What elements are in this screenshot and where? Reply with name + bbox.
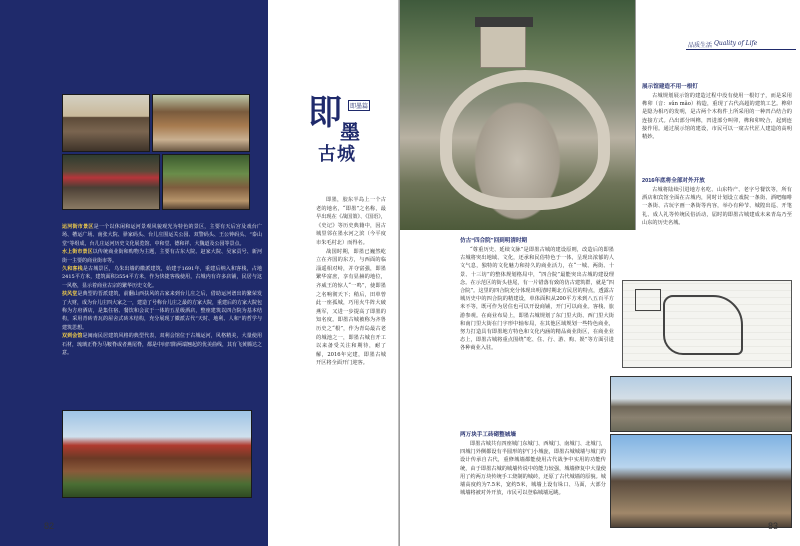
- section-heading: 展示馆建造不用一根钉: [642, 84, 698, 90]
- navy-paragraph: [62, 265, 262, 290]
- title-gucheng: 古城: [318, 144, 356, 165]
- section-paragraph: “尊重历史、延续文脉”是即墨古城的建设原则，改造后的即墨古城将突出地域、文化，还承和民俗特色于一体，呈现出浓郁的人文气息，独特的文化魅力和持久的商业活力，在“一城、两街、十景、十三坊”的整体规划格局中，“四合院”最能突出古城的建设理念。在示范区的街头巷尾，有一片错落有致的仿古建筑群，就是“四合院”。这里的四合院充分体现出明清时期北方民居的特点，透露古城历史中的四合院的精建设，单体面积从200平方米到八五百平方米不等，既可作为居住也可以开设商铺，开门可以商业。客栈、旅游参观。在商业布局上，即墨古城规划了东门里大街、西门里大街和南门里大街在门字形中轴布局，在其他区域规划一些特色商业，努力打造具有即墨地方特色和文化内涵的精品商业街区，在商业业态上，即墨古城将重点围绕“吃、住、行、游、购、娱”等方面引进各种商业入驻。: [460, 247, 614, 352]
- section-paragraph: 古城规划展示馆的建造过程中没有使用一根钉子，而是采用榫卯（音：sǔn mǎo）构造，重现了古代高超的建筑工艺。榫卯是隐为相巧的发明，是古两个木构件上所采用的一种凹凸结合的连接方式。凸出部分叫榫，凹进部分叫卯，榫和卯咬合，起到连接作用。通过展示馆的建设，市民可以一窥古代匠人建造的高明精妙。: [642, 93, 792, 141]
- section-paragraph: 古城将陆续引进地方名吃、山东特产、老字号餐饮等，所有酒店和宾馆全面在古城内，同时计划设立戏院一条街、酒吧咖啡一条街、古玩字画一条街等内容，举办有种节、城隍出巡、开笔礼、成人礼等传统民俗活动，届时的即墨古城建成未来青岛乃至山东的历史名城。: [642, 187, 792, 226]
- page-number-right: 83: [768, 521, 779, 531]
- title-tag: 即墨篇: [348, 100, 370, 111]
- header-rule: [686, 49, 796, 50]
- section-text: [460, 246, 614, 353]
- photo-old-street: [610, 434, 792, 528]
- map-outline-shape: [663, 295, 743, 355]
- paragraph-lead: 水上街市景区: [62, 249, 93, 256]
- title-mo: 墨: [340, 120, 360, 144]
- paragraph-lead: 扶风堂: [62, 291, 78, 298]
- paragraph-text: 是典型的晋派建筑，前翻山西扶风的古家来到台儿庄之后，借助运河谱出的繁荣发了大财，成为台儿庄四大家之一，建造了号称台儿庄之最的方家大院，重建后的方家大院包称为方府酒店，是集住宿、餐饮和会议于一体的五星级酒店，整座建筑以四合院为基本结构，采用青砖青瓦的屋舍式砖木结构，充分展现了徽派古代“天时、地利、人和”的哲学与建筑思想。: [62, 291, 263, 331]
- navy-column-text: [62, 223, 262, 358]
- page-number-left: 82: [44, 521, 55, 531]
- photo-lanterns: [62, 154, 160, 210]
- intro-paragraph: 战国时期，即墨已巍然屹立在齐国的东方，与西面的临淄遥相对峙，并夺富强，即墨繁华富庶，享有显赫的地位，齐威王的惊人“一鸣”，使即墨之名响彻天下；稍后，田单曾此一座孤城，巧用火牛阵大破燕军，又进一步提高了即墨的知名度。即墨古城被称为齐鲁历史之“根”，作为青岛最古老的城池之一，即墨古城自开工以来备受关注和期待，耐了解，2016年完建，即墨古城开区将全面开门迎客。: [316, 248, 386, 367]
- right-page: [400, 0, 800, 546]
- paragraph-lead: 双到会馆: [62, 333, 83, 340]
- navy-paragraph: [62, 248, 262, 265]
- article-title: [308, 93, 372, 174]
- city-plan-map: [622, 280, 792, 368]
- navy-paragraph: [62, 223, 262, 248]
- photo-temple-gate: [62, 410, 252, 498]
- section-heading: 仿古“四合院”回到明清时期: [460, 238, 528, 244]
- paragraph-lead: 运河街市景区: [62, 224, 94, 230]
- photo-courtyard: [62, 94, 150, 152]
- photo-building: [152, 94, 250, 152]
- section-heading: 2016年底将全部对外开放: [642, 178, 705, 184]
- navy-paragraph: [62, 290, 262, 332]
- title-ji: 即: [308, 93, 342, 133]
- paragraph-text: 以传统商业街和购物为主题，主要有古东大院、赵家大院、吴家贡号、新河街一主要的商业街市等。: [62, 249, 262, 264]
- city-wall-shape: [440, 70, 610, 210]
- photo-garden: [162, 154, 250, 210]
- section-header-en: Quality of Life: [714, 40, 758, 47]
- photo-ancient-city-aerial: [400, 0, 636, 230]
- intro-text: [316, 196, 386, 368]
- section-paragraph: 即墨古城共有四座城门东城门、西城门、南城门、北城门，四城门外侧都设有半圆形的护门小城瓮，即墨古城城墙与城门的设计传承自古代，重修城墙都能使用古代战争中实用的功能传统，由于即墨古城的城墙传说中的能力较强，城墙修复中大量使用了约两万块传统手工烧制的城砖，还原了古代城墙的原貌。城墙高度约为7.5米，宽约5米，城墙上设有垛口、马面，大部分城墙将被对外开放，市民可以登临城墙远眺。: [460, 441, 606, 497]
- paragraph-lead: 久和客栈: [62, 266, 83, 273]
- section-text: [642, 186, 792, 227]
- navy-paragraph: [62, 332, 262, 357]
- gate-tower-shape: [480, 24, 526, 68]
- photo-round-fortress: [610, 376, 792, 432]
- section-text: [642, 92, 792, 141]
- paragraph-text: 是闽南民居建筑风格的典型代表，双利会馆位于古城运河，风格精美，大量使用石材，琉璃正脊为马鞍脊或者燕尾脊，都是中间凹陷两端翘起的优美曲线，其有飞黄腾达之意。: [62, 333, 263, 357]
- paragraph-text: 是一个以休闲和运河景观风貌观光为特色的景区，主要有天后宫及戏台广场、槽运广场、南张大院、驿家码头、台儿庄围运关公园、双警码头、王公钟码头、“泰山堂”等组成，台儿庄运河历史文化展览馆、中和堂、德和祥、大魏道及公园等景点。: [62, 224, 262, 247]
- paragraph-text: 是古城景区，乌朱出墙的徽派建筑，始建于1691年，重建后纳入和客栈，占地2415平方米，建筑面积3554平方米，作为快捷客栈使用，古城内有许多店铺，民居与这一风格，显示着商业古宗的繁华历史文化。: [62, 266, 262, 289]
- map-block-shape: [635, 289, 661, 311]
- section-text: [460, 440, 606, 497]
- section-heading: 两万块手工砖砌整城墙: [460, 432, 516, 438]
- intro-paragraph: 即墨，胶东半岛上一个古老的地名，“即墨”之名称，最早出现在《战国策》、《国语》，《史记》等历史典籍中，因古城里邻在墨水河之滨（今平度市朱毛村北）而得名。: [316, 197, 387, 246]
- section-header-cn: 品质生活: [688, 43, 713, 49]
